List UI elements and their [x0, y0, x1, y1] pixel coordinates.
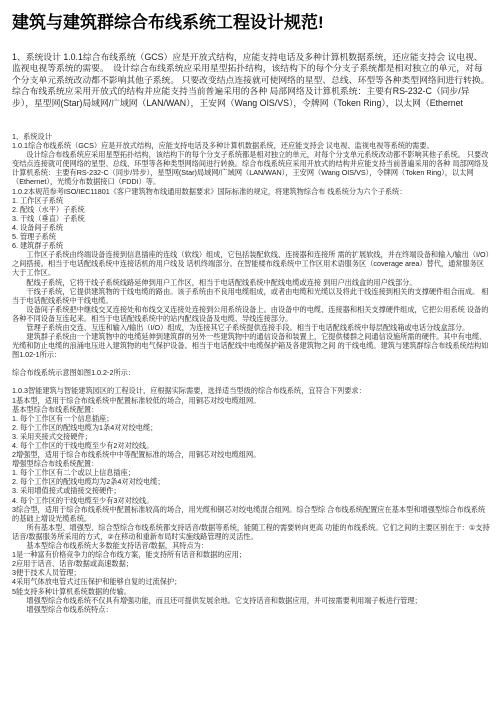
body-paragraph: 3. 干线（垂直）子系统: [12, 213, 85, 223]
body-paragraph: 1. 每个工作区有一个信息插座；: [12, 413, 114, 423]
body-paragraph: 配线子系统，它将干线子系统线路延伸到用户工作区，相当于电话配线系统中配线电缆或连接 到用户出线盒的用户线部分。: [12, 277, 417, 287]
body-paragraph: 4. 设备间子系统: [12, 222, 64, 232]
blank-line: [12, 377, 490, 386]
body-paragraph: 4. 每个工作区的干线电缆至少有3对对绞线。: [12, 495, 154, 505]
body-paragraph: 3便于技术人员管理；: [12, 568, 81, 578]
body-paragraph: 增强型综合布线系统不仅具有增强功能，而且还可提供发展余地。它支持话音和数据应用，并可按需要利用端子板进行管理；: [12, 595, 422, 605]
body-paragraph: 干线子系统，它提供建筑物的干线电缆的路由。该子系统由不良用电缆组成，或者由电缆和光缆以及将此干线连接到相关的支撑硬件组合而成。 相当于电话配线系统中干线电缆。: [12, 286, 489, 305]
body-paragraph: 增强型综合布线系统配置：: [12, 459, 99, 469]
body-paragraph: 设计综合布线系统应采用星型拓扑结构，该结构下的每个分支子系统都是相对独立的单元，对每个分支单元系统改动都不影响其他子系统。 只要改变结点连接就可使网络的星型、总线、环型等各种类型网络间进行转换。综合布线系统应采用开放式的结构并应能支持当前普遍采用的各种 局部网络及计算机系统：主要有RS-232-C（同步/异步），星型网(Star)局域网/广域网（LAN/WAN），王安网（Wang OIS/VS），令牌网（Token Ring），以太网（Ethernet），光缆分布数据接口（FDDI）等。: [12, 150, 489, 187]
body-paragraph: 综合布线系统示意图如图1.0.2-2所示：: [12, 368, 136, 378]
body-paragraph: 1、系统设计: [12, 132, 52, 141]
document-title: 建筑与建筑群综合布线系统工程设计规范!: [12, 13, 324, 32]
body-paragraph: 4采用气体放电管式过压保护和能够自复的过流保护；: [12, 577, 182, 587]
body-paragraph: 管理子系统由交连、互连和输入/输出（I/O）组成，为连接其它子系统提供连接手段。相当于电话配线系统中每层配线箱或电话分线盒部分。: [12, 322, 470, 332]
body-paragraph: 1. 工作区子系统: [12, 195, 64, 205]
body-paragraph: 1基本型，适用于综合布线系统中配置标准较低的场合，用铜芯对绞电缆组网。: [12, 395, 261, 405]
body-paragraph: 2. 每个工作区的配线电缆为1条4对对绞电缆；: [12, 422, 158, 432]
body-paragraph: 设备间子系统把中继线交叉连接处和布线交叉连接处连接到公用系统设备上。由设备中的电缆、连接器和相关支撑硬件组成，它把公用系统 设备的各种不同设备互连起来。相当于电话配线系统中的站内配线设备及电缆、导线连接部分。: [12, 304, 489, 323]
intro-paragraph: 1、系统设计 1.0.1综合布线系统（GCS）应是开放式结构，应能支持电话及多种计算机数据系统，还应能支持会 议电视、监视电视等系统的需要。 设计综合布线系统应采用星型拓扑结构，该结构下的每个分支子系统都是相对独立的单元，对每个分支单元系统改动都不影响其他子系统。 只要改变结点连接就可使网络的星型、总线、环型等各种类型网络间进行转换。综合布线系统应采用开放式的结构并应能支持当前普遍采用的各种 局部网络及计算机系统：主要有RS-232-C（同步/异步），星型网(Star)局域网/广域网（LAN/WAN），王安网（Wang OIS/VS），令牌网（Token Ring），以太网（Ethernet: [12, 52, 490, 108]
body-paragraph: 2. 每个工作区的配线电缆均为2条4对对绞电缆；: [12, 477, 165, 487]
body-paragraph: 3综合型，适用于综合布线系统中配置标准较高的场合，用光缆和铜芯对绞电缆混合组网。综合型综 合布线系统配置应在基本型和增强型综合布线系统的基础上增设光缆系统。: [12, 504, 486, 523]
blank-line: [12, 359, 490, 368]
body-paragraph: 1.0.2本规范参考ISO/IEC11801《客户建筑物布线通用数据要求》国际标准的规定，将建筑物综合布 线系统分为六个子系统：: [12, 186, 407, 196]
body-paragraph: 5能支持多种计算机系统数据的传输。: [12, 586, 131, 596]
body-paragraph: 增强型综合布线系统特点：: [12, 604, 113, 614]
body-paragraph: 工作区子系统由终端设备连接到信息插座的连线（软线）组成，它包括装配软线、连接器和连接所 需的扩展软线，并在终端设备和输入/输出（I/O）之间搭接。相当于电话配线系统中连接话机的用户线及 话机终端部分。在智能楼布线系统中工作区用术语服务区（coverage area）替代，通常服务区大于工作区。: [12, 250, 490, 278]
body-paragraph: 1.0.1综合布线系统（GCS）应是开放式结构，应能支持电话及多种计算机数据系统，还应能支持会 议电视、监视电视等系统的需要。: [12, 141, 434, 151]
body-paragraph: 4. 每个工作区的干线电缆至少有2对对绞线。: [12, 441, 154, 450]
body-paragraph: 1. 每个工作区有二个或以上信息插座；: [12, 468, 135, 478]
body-paragraph: 5. 管理子系统: [12, 232, 56, 242]
body-paragraph: 6. 建筑群子系统: [12, 241, 64, 251]
body-paragraph: 3. 采用夹接式交接硬件；: [12, 431, 92, 441]
body-paragraph: 基本型综合布线系统配置：: [12, 404, 99, 414]
document-body: [12, 132, 490, 614]
body-paragraph: 2应用于话音、话音/数据或高速数据；: [12, 559, 133, 569]
body-paragraph: 3. 采用增值接式或插接交接硬件；: [12, 486, 121, 496]
body-paragraph: 2增强型，适用于综合布线系统中中等配置标准的场合，用铜芯对绞电缆组网。: [12, 450, 261, 460]
body-paragraph: 建筑群子系统由一个建筑物中的电缆延伸到建筑群的另外一些建筑物中的通信设备和装置上，它提供楼群之间通信设施所需的硬件。其中有电缆、光缆和防止电缆的浪涌电压进入建筑物的电气保护设备。相当于电话配线中电缆保护箱及各建筑物之间 的干线电缆。建筑与建筑群综合布线系统结构如图1.02-1所示：: [12, 332, 489, 360]
body-paragraph: 所有基本型、增强型、综合型综合布线系统都支持话音/数据等系统，能随工程的需要转向更高 功能的布线系统。它们之间的主要区别在于：①支持话音/数据服务所采用的方式，②在移动和重新布局时实施线路管理的灵活性。: [12, 522, 490, 541]
body-paragraph: 1.0.3智能建筑与智能建筑园区的工程设计，应根据实际需要，选择适当型级的综合布线系统，宜符合下列要求：: [12, 386, 366, 396]
body-paragraph: 1是一种富有价格竞争力的综合布线方案，能支持所有话音和数据的应用；: [12, 550, 247, 560]
body-paragraph: 基本型综合布线系统大多数能支持话音/数据，其特点为：: [12, 541, 209, 551]
body-paragraph: 2. 配线（水平）子系统: [12, 204, 85, 214]
